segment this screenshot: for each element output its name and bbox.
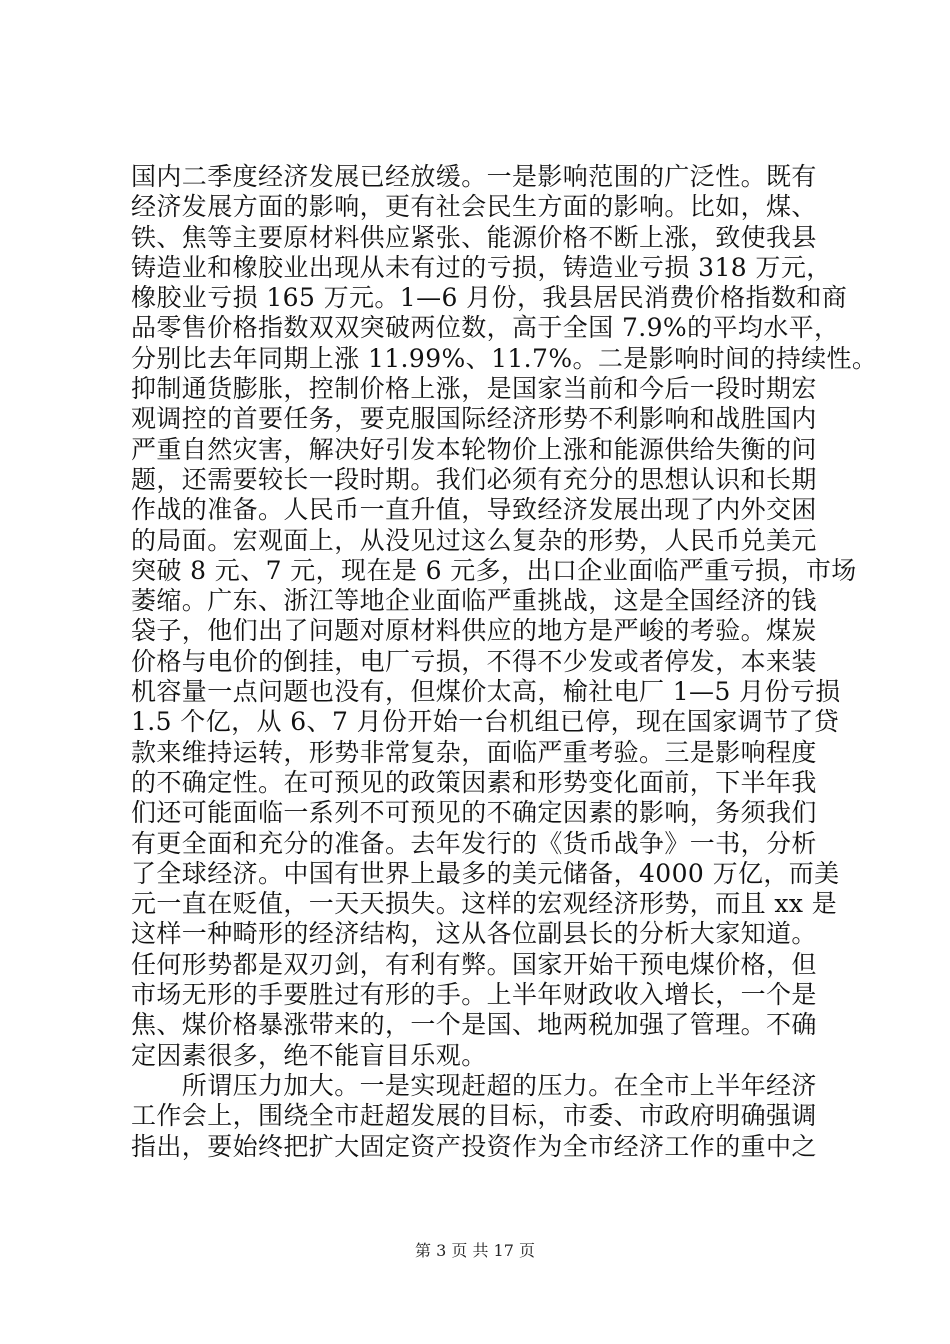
text-line: 萎缩。广东、浙江等地企业面临严重挑战，这是全国经济的钱: [131, 586, 817, 616]
text-line: 品零售价格指数双双突破两位数，高于全国 7.9%的平均水平，: [131, 313, 840, 343]
text-line: 袋子，他们出了问题对原材料供应的地方是严峻的考验。煤炭: [131, 616, 817, 646]
text-line: 1.5 个亿，从 6、7 月份开始一台机组已停，现在国家调节了贷: [131, 707, 840, 737]
text-line: 国内二季度经济发展已经放缓。一是影响范围的广泛性。既有: [131, 162, 817, 191]
text-line: 抑制通货膨胀，控制价格上涨，是国家当前和今后一段时期宏: [131, 374, 817, 404]
text-line: 铸造业和橡胶业出现从未有过的亏损，铸造业亏损 318 万元，: [131, 252, 832, 282]
text-line: 这样一种畸形的经济结构，这从各位副县长的分析大家知道。: [131, 919, 817, 949]
text-line: 橡胶业亏损 165 万元。1—6 月份，我县居民消费价格指数和商: [131, 283, 848, 313]
text-line: 的局面。宏观面上，从没见过这么复杂的形势，人民币兑美元: [131, 525, 817, 555]
body-text: [131, 162, 878, 1162]
text-line: 经济发展方面的影响，更有社会民生方面的影响。比如，煤、: [131, 192, 817, 222]
text-line: 款来维持运转，形势非常复杂，面临严重考验。三是影响程度: [131, 737, 817, 767]
text-line: 题，还需要较长一段时期。我们必须有充分的思想认识和长期: [131, 464, 817, 494]
text-line: 们还可能面临一系列不可预见的不确定因素的影响，务须我们: [131, 798, 817, 828]
text-line: 严重自然灾害，解决好引发本轮物价上涨和能源供给失衡的问: [131, 434, 817, 464]
text-line: 元一直在贬值，一天天损失。这样的宏观经济形势，而且 xx 是: [131, 889, 838, 919]
text-line: 指出，要始终把扩大固定资产投资作为全市经济工作的重中之: [131, 1131, 817, 1161]
text-line: 观调控的首要任务，要克服国际经济形势不利影响和战胜国内: [131, 404, 817, 434]
text-line: 了全球经济。中国有世界上最多的美元储备，4000 万亿，而美: [131, 858, 840, 888]
text-line: 市场无形的手要胜过有形的手。上半年财政收入增长，一个是: [131, 980, 817, 1010]
page-number-footer: 第 3 页 共 17 页: [415, 1241, 535, 1260]
text-line: 焦、煤价格暴涨带来的，一个是国、地两税加强了管理。不确: [131, 1010, 817, 1040]
text-line: 任何形势都是双刃剑，有利有弊。国家开始干预电煤价格，但: [131, 949, 817, 979]
text-line: 有更全面和充分的准备。去年发行的《货币战争》一书，分析: [131, 828, 817, 858]
text-line: 的不确定性。在可预见的政策因素和形势变化面前，下半年我: [131, 767, 817, 797]
text-line: 定因素很多，绝不能盲目乐观。: [131, 1040, 487, 1070]
text-line: 机容量一点问题也没有，但煤价太高，榆社电厂 1—5 月份亏损: [131, 677, 841, 707]
text-line: 工作会上，围绕全市赶超发展的目标，市委、市政府明确强调: [131, 1101, 817, 1131]
text-line: 突破 8 元、7 元，现在是 6 元多，出口企业面临严重亏损，市场: [131, 555, 857, 585]
text-line: 价格与电价的倒挂，电厂亏损，不得不少发或者停发，本来装: [131, 646, 817, 676]
text-line: 分别比去年同期上涨 11.99%、11.7%。二是影响时间的持续性。: [131, 343, 878, 373]
text-line: 所谓压力加大。一是实现赶超的压力。在全市上半年经济: [131, 1070, 817, 1100]
text-line: 作战的准备。人民币一直升值，导致经济发展出现了内外交困: [131, 495, 817, 525]
text-line: 铁、焦等主要原材料供应紧张、能源价格不断上涨，致使我县: [131, 222, 817, 252]
